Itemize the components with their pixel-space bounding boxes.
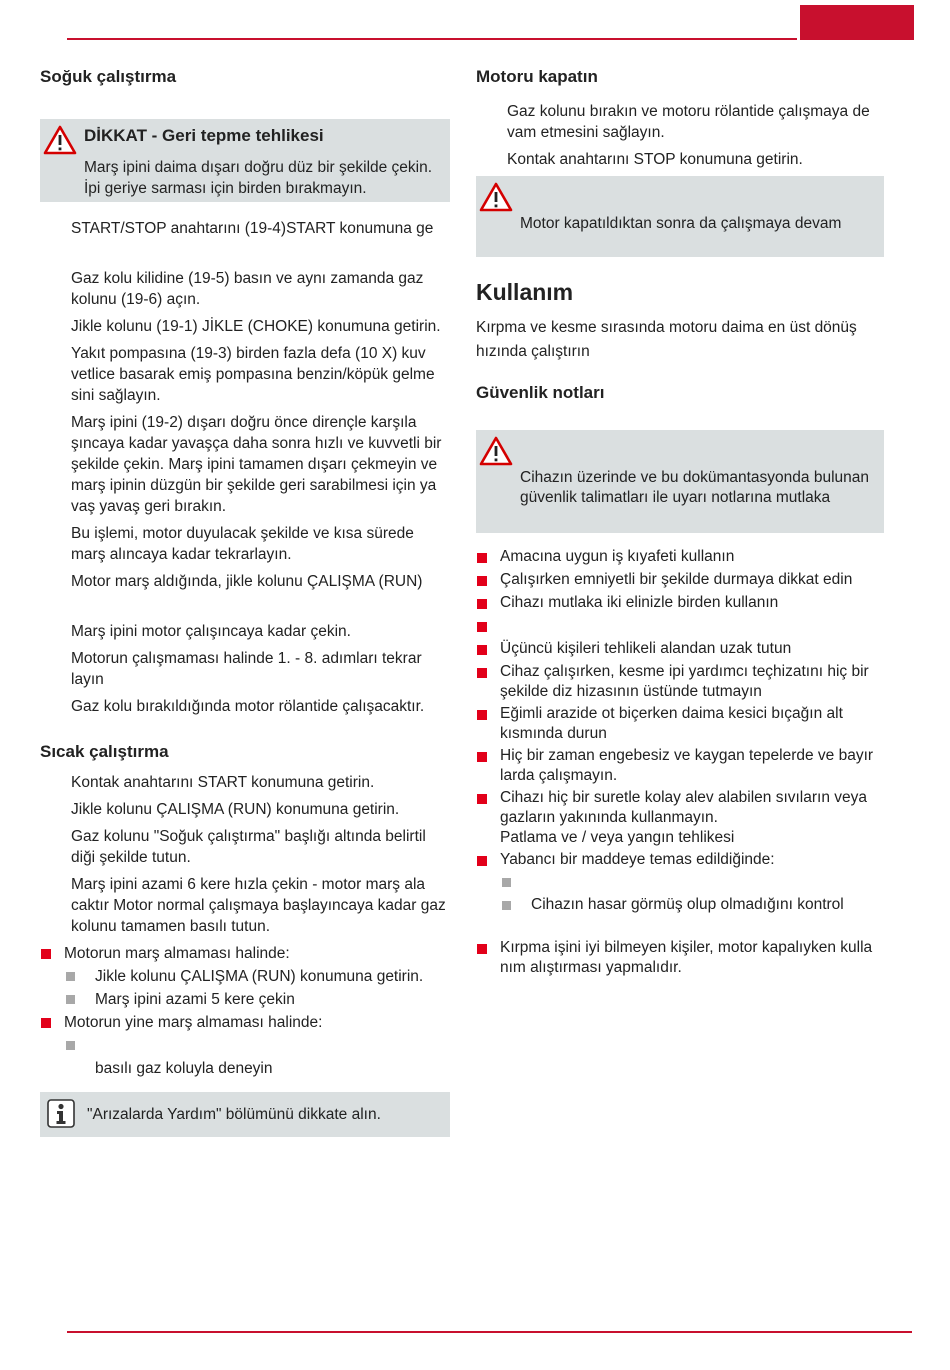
- cold-step-2: Gaz kolu kilidine (19-5) basın ve aynı zamanda gaz kolunu (19-6) açın.: [71, 270, 424, 308]
- warm-step-1: Kontak anahtarını START konumuna getirin.: [71, 774, 375, 791]
- list-item: Amacına uygun iş kıyafeti kullanın: [476, 547, 886, 568]
- usage-heading: Kullanım: [476, 279, 574, 305]
- sub-list-item: Marş ipini azami 5 kere çekin: [64, 989, 450, 1010]
- warm-start-heading: Sıcak çalıştırma: [40, 742, 169, 761]
- list-item: Yabancı bir maddeye temas edildiğinde: Cihazın hasar görmüş olup olmadığını kontrol: [476, 850, 886, 916]
- cold-step-9: Motorun çalışmaması halinde 1. - 8. adımları tekrar layın: [71, 650, 422, 688]
- cold-start-heading: Soğuk çalıştırma: [40, 67, 177, 86]
- stop-warning-box: [476, 176, 884, 257]
- list-item: Üçüncü kişileri tehlikeli alandan uzak tutun: [476, 639, 886, 660]
- safety-bullets: [476, 547, 886, 978]
- warm-step-4: Marş ipini azami 6 kere hızla çekin - motor marş ala caktır Motor normal çalışmaya başlayıncaya kadar gaz kolunu tamamen basılı tutun.: [71, 876, 446, 935]
- cold-step-8: Marş ipini motor çalışıncaya kadar çekin.: [71, 623, 351, 640]
- cold-step-1: START/STOP anahtarını (19-4)START konumuna ge: [71, 220, 434, 237]
- header-rule: [67, 38, 797, 40]
- warm-step-2: Jikle kolunu ÇALIŞMA (RUN) konumuna getirin.: [71, 801, 400, 818]
- sub-list-item: Jikle kolunu ÇALIŞMA (RUN) konumuna getirin.: [64, 966, 450, 987]
- warning-title: DİKKAT - Geri tepme tehlikesi: [84, 126, 324, 145]
- left-column: [40, 66, 450, 1137]
- info-text: "Arızalarda Yardım" bölümünü dikkate alın.: [87, 1106, 381, 1123]
- cold-step-7: Motor marş aldığında, jikle kolunu ÇALIŞMA (RUN): [71, 573, 423, 590]
- sub-list-item: Cihazın hasar görmüş olup olmadığını kontrol: [500, 895, 886, 916]
- right-column: [476, 66, 886, 980]
- sub-list: [500, 872, 886, 916]
- warning-triangle-icon: [479, 182, 513, 212]
- sub-list-item: [500, 872, 886, 893]
- sub-list: [64, 966, 450, 1010]
- usage-text: Kırpma ve kesme sırasında motoru daima en üst dönüş hızında çalıştırın: [476, 319, 857, 360]
- list-item: Kırpma işini iyi bilmeyen kişiler, motor kapalıyken kulla nım alıştırması yapmalıdır.: [476, 938, 886, 978]
- sub-list-item: [64, 1035, 450, 1056]
- safety-heading: Güvenlik notları: [476, 383, 605, 402]
- sub-list: [64, 1035, 450, 1056]
- sub-list-continuation: basılı gaz koluyla deneyin: [95, 1060, 273, 1077]
- safety-warning-box: [476, 430, 884, 533]
- stop-engine-heading: Motoru kapatın: [476, 67, 598, 86]
- list-item: Motorun yine marş almaması halinde: basılı gaz koluyla deneyin: [40, 1012, 450, 1079]
- list-item: Cihazı mutlaka iki elinizle birden kullanın: [476, 593, 886, 614]
- stop-step-2: Kontak anahtarını STOP konumuna getirin.: [507, 151, 803, 168]
- footer-rule: [67, 1331, 912, 1333]
- warm-start-bullets: [40, 943, 450, 1079]
- info-box: [40, 1092, 450, 1137]
- list-item: Motorun marş almaması halinde: Jikle kolunu ÇALIŞMA (RUN) konumuna getirin. Marş ipini azami 5 kere çekin: [40, 943, 450, 1010]
- cold-step-6: Bu işlemi, motor duyulacak şekilde ve kısa sürede marş alıncaya kadar tekrarlayın.: [71, 525, 414, 563]
- safety-warning-text: Cihazın üzerinde ve bu dokümantasyonda bulunan güvenlik talimatları ile uyarı notlarına mutlaka: [520, 469, 869, 506]
- list-item: Çalışırken emniyetli bir şekilde durmaya dikkat edin: [476, 570, 886, 591]
- warning-text: Marş ipini daima dışarı doğru düz bir şekilde çekin. İpi geriye sarması için birden bırakmayın.: [84, 159, 433, 197]
- warning-triangle-icon: [43, 125, 77, 155]
- stop-step-1: Gaz kolunu bırakın ve motoru rölantide çalışmaya de vam etmesini sağlayın.: [507, 103, 870, 141]
- warm-step-3: Gaz kolunu "Soğuk çalıştırma" başlığı altında belirtil diği şekilde tutun.: [71, 828, 426, 866]
- cold-step-5: Marş ipini (19-2) dışarı doğru önce dirençle karşıla şıncaya kadar yavaşça daha sonra hızlı ve kuvvetli bir şekilde çekin. Marş ipini tamamen dışarı çekmeyin ve marş ipinin düzgün bir şekilde geri sarabilmesi için ya vaş yavaş geri bırakın.: [71, 414, 442, 515]
- list-item: Eğimli arazide ot biçerken daima kesici bıçağın alt kısmında durun: [476, 704, 886, 744]
- explosion-note: Patlama ve / veya yangın tehlikesi: [500, 829, 735, 846]
- list-item: [476, 616, 886, 637]
- warning-triangle-icon: [479, 436, 513, 466]
- stop-warning-text: Motor kapatıldıktan sonra da çalışmaya devam: [520, 215, 842, 232]
- cold-step-4: Yakıt pompasına (19-3) birden fazla defa (10 X) kuv vetlice basarak emiş pompasına benzin/köpük gelme sini sağlayın.: [71, 345, 435, 404]
- info-icon: [47, 1099, 75, 1128]
- cold-step-3: Jikle kolunu (19-1) JİKLE (CHOKE) konumuna getirin.: [71, 318, 441, 335]
- list-item: Hiç bir zaman engebesiz ve kaygan tepelerde ve bayır larda çalışmayın.: [476, 746, 886, 786]
- cold-step-10: Gaz kolu bırakıldığında motor rölantide çalışacaktır.: [71, 698, 425, 715]
- header-tab: [800, 5, 914, 40]
- list-item: Cihazı hiç bir suretle kolay alev alabilen sıvıların veya gazların yakınında kullanmayın. Patlama ve / veya yangın tehlikesi: [476, 788, 886, 848]
- kickback-warning-box: [40, 119, 450, 202]
- list-item: Cihaz çalışırken, kesme ipi yardımcı teçhizatını hiç bir şekilde diz hizasının üstünde tutmayın: [476, 662, 886, 702]
